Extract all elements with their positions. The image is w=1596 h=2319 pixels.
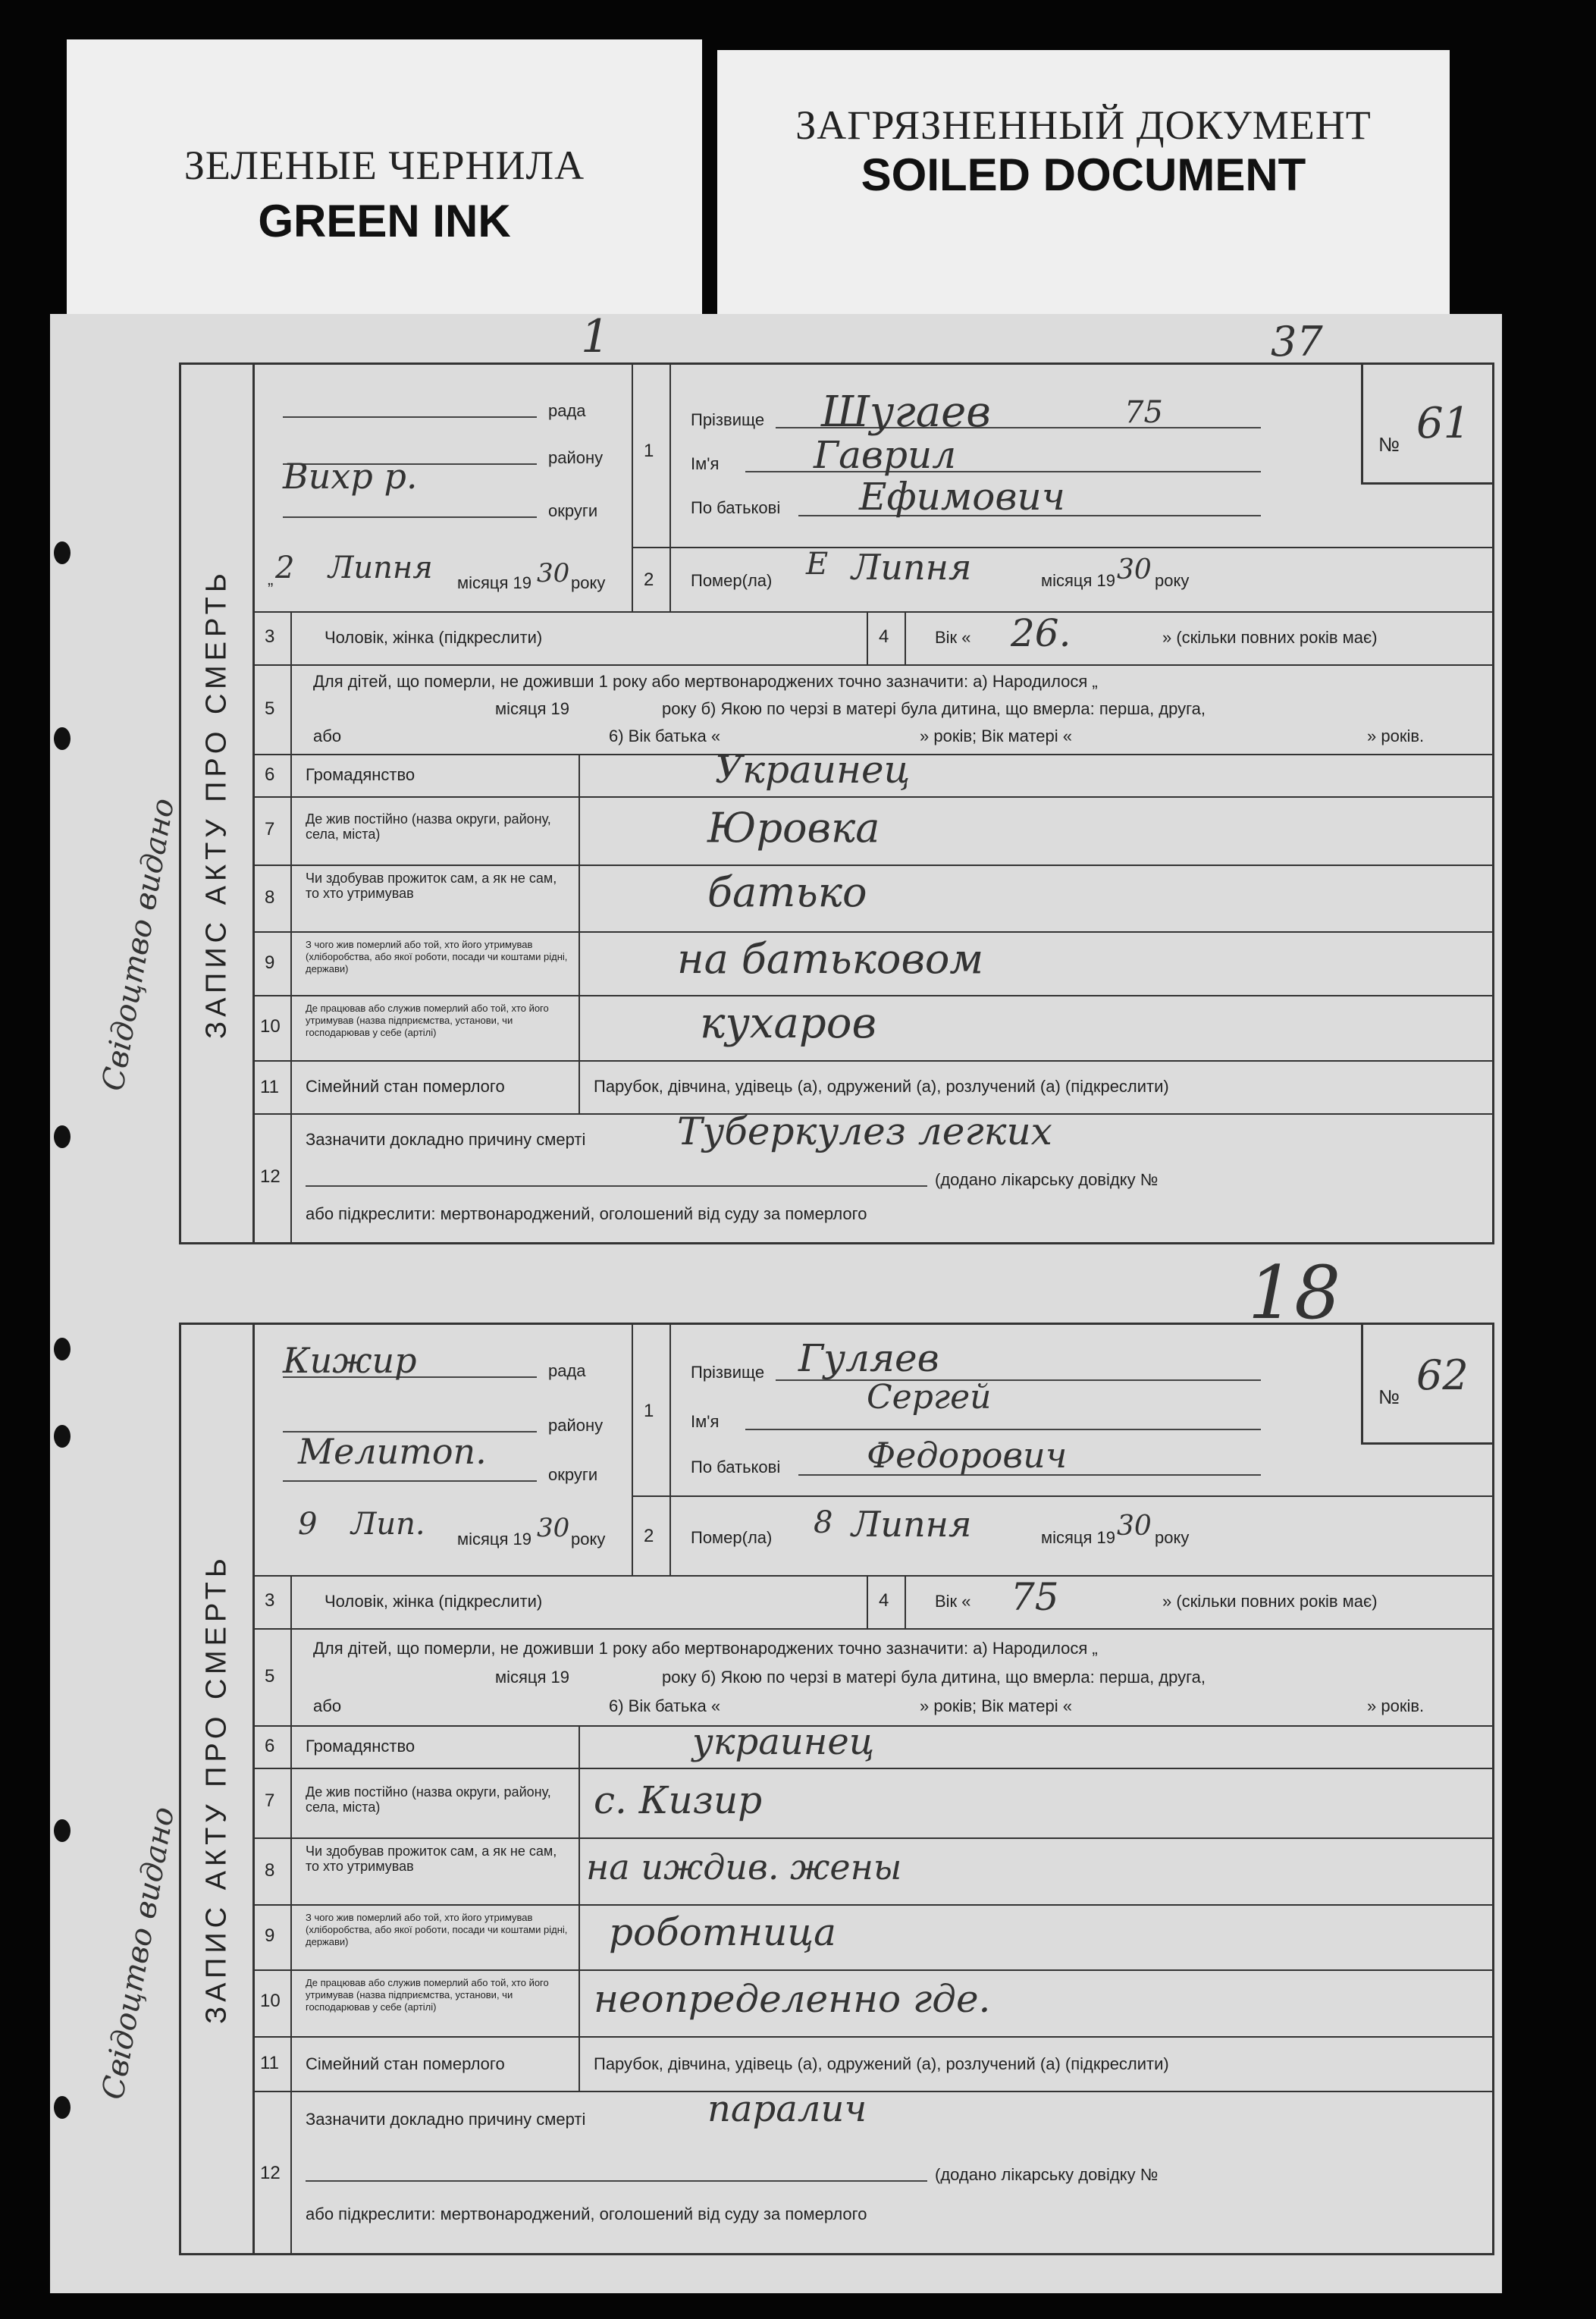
field-num-1: 1 <box>644 1401 654 1421</box>
surname-value: Гуляев <box>798 1336 939 1380</box>
place-handwritten: Кижир <box>283 1340 417 1381</box>
col-divider <box>290 796 292 865</box>
death-day: 8 <box>814 1505 833 1540</box>
col-divider <box>632 1325 633 1575</box>
col-divider <box>579 995 580 1060</box>
soiled-document-label-en: SOILED DOCUMENT <box>861 149 1306 200</box>
col-divider <box>290 611 292 664</box>
death-month-label: місяця 19 <box>1041 571 1116 590</box>
field-num-3: 3 <box>265 1590 275 1611</box>
field-num-7: 7 <box>265 1790 275 1811</box>
page-number: 37 <box>1271 318 1323 366</box>
margin-note-2: Свідоцтво видано <box>96 1804 182 2102</box>
field-num-8: 8 <box>265 887 275 908</box>
row-7 <box>252 796 1492 866</box>
okruhy-line <box>283 1480 537 1482</box>
cause-value: паралич <box>707 2088 867 2130</box>
row-12 <box>252 1109 1492 1242</box>
row-9 <box>252 931 1492 996</box>
record-sidebar <box>181 1325 255 2253</box>
col-divider <box>669 365 671 611</box>
row-5 <box>252 1628 1492 1727</box>
certificate-label: (додано лікарську довідку № <box>935 1170 1159 1189</box>
children-line-3d: » років. <box>1367 1696 1425 1715</box>
stillborn-note: або підкреслити: мертвонароджений, оголошений від суду за померлого <box>306 1204 867 1223</box>
col-divider <box>905 611 906 664</box>
col-divider <box>290 664 292 754</box>
document-sheet <box>50 310 1502 2293</box>
field-num-8: 8 <box>265 1860 275 1881</box>
death-year: 30 <box>1117 1511 1152 1542</box>
field-num-4: 4 <box>879 626 889 647</box>
col-divider <box>632 365 633 611</box>
name-line <box>745 1429 1261 1430</box>
row-3-4 <box>252 611 1492 666</box>
support-label: Чи здобував прожиток сам, а як не сам, то хто утримував <box>306 1844 557 1874</box>
livelihood-value: роботница <box>609 1910 836 1954</box>
marital-label: Сімейний стан померлого <box>306 1077 505 1096</box>
okruhy-label: округи <box>548 501 598 520</box>
green-ink-label-ru: ЗЕЛЕНЫЕ ЧЕРНИЛА <box>183 143 585 188</box>
field-num-1: 1 <box>644 441 654 461</box>
binding-hole <box>54 1425 71 1448</box>
top-number: 1 <box>581 310 610 363</box>
field-num-9: 9 <box>265 952 275 973</box>
children-line-3a: або <box>313 1696 342 1715</box>
number-sign: № <box>1378 433 1400 456</box>
support-label: Чи здобував прожиток сам, а як не сам, то хто утримував <box>306 871 557 901</box>
binding-hole <box>54 1819 71 1842</box>
residence-value: с. Кизир <box>594 1778 763 1822</box>
field-num-5: 5 <box>265 1666 275 1687</box>
children-line-1: Для дітей, що померли, не доживши 1 року або мертвонароджених точно зазначити: а) Народилося „ <box>313 672 1098 691</box>
header-block <box>252 1325 1492 1577</box>
children-line-2a: місяця 19 <box>495 1668 570 1687</box>
reg-day: 2 <box>275 551 295 585</box>
district-handwritten: Мелитоп. <box>298 1431 487 1472</box>
col-divider <box>290 1060 292 1113</box>
split-line <box>632 1495 1492 1497</box>
residence-value: Юровка <box>707 804 880 852</box>
death-record-61 <box>179 362 1494 1244</box>
row-10 <box>252 995 1492 1062</box>
col-divider <box>579 1060 580 1113</box>
col-divider <box>290 1904 292 1969</box>
workplace-label: Де працював або служив померлий або той, хто його утримував (назва підприємства, установи, чи господарював у себе (артілі) <box>306 1003 549 1038</box>
cause-label: Зазначити докладно причину смерті <box>306 1130 586 1149</box>
surname-value: Шугаев <box>821 388 991 437</box>
record-mark: 75 <box>1124 395 1163 430</box>
patronymic-label: По батькові <box>691 1458 781 1476</box>
row-8 <box>252 1837 1492 1906</box>
col-divider <box>290 865 292 931</box>
field-num-2: 2 <box>644 1526 654 1546</box>
field-num-12: 12 <box>260 2163 281 2183</box>
support-value: на иждив. жены <box>586 1847 902 1888</box>
death-month-label: місяця 19 <box>1041 1528 1116 1547</box>
reg-year-label: року <box>571 1530 606 1549</box>
livelihood-value: на батьковом <box>677 935 984 983</box>
age-label: Вік « <box>935 628 971 647</box>
record-number-box <box>1361 365 1492 485</box>
death-label: Помер(ла) <box>691 1528 773 1547</box>
soiled-document-label <box>717 50 1450 338</box>
okruhy-line <box>283 516 537 518</box>
row-3-4 <box>252 1575 1492 1630</box>
col-divider <box>290 2091 292 2254</box>
name-value: Сергей <box>867 1378 992 1417</box>
col-divider <box>579 2036 580 2091</box>
row-11 <box>252 1060 1492 1115</box>
children-line-1: Для дітей, що померли, не доживши 1 року або мертвонароджених точно зазначити: а) Народилося „ <box>313 1639 1098 1658</box>
col-divider <box>290 931 292 995</box>
field-num-11: 11 <box>260 1077 279 1097</box>
name-value: Гаврил <box>814 433 957 477</box>
field-num-7: 7 <box>265 819 275 839</box>
mid-number: 18 <box>1248 1251 1341 1335</box>
death-month: Липня <box>851 547 972 588</box>
green-ink-label <box>67 39 702 343</box>
col-divider <box>290 1768 292 1837</box>
record-number-box <box>1361 1325 1492 1445</box>
col-divider <box>905 1575 906 1628</box>
field-num-2: 2 <box>644 570 654 590</box>
cause-label: Зазначити докладно причину смерті <box>306 2110 586 2129</box>
children-line-3a: або <box>313 726 342 745</box>
reg-month-label: місяця 19 <box>457 573 532 592</box>
support-value: батько <box>707 868 867 916</box>
col-divider <box>579 1768 580 1837</box>
col-divider <box>867 1575 868 1628</box>
children-line-2b: року б) Якою по черзі в матері була дитина, що вмерла: перша, друга, <box>662 699 1206 718</box>
okruhy-label: округи <box>548 1465 598 1484</box>
death-year-label: року <box>1155 1528 1190 1547</box>
citizenship-label: Громадянство <box>306 1737 415 1756</box>
livelihood-label: З чого жив померлий або той, хто його утримував (хліборобства, або якої роботи, посади чи коштами рідні, держави) <box>306 1912 568 1947</box>
patronymic-label: По батькові <box>691 498 781 517</box>
field-num-11: 11 <box>260 2053 279 2073</box>
col-divider <box>290 1575 292 1628</box>
reg-day: 9 <box>298 1507 318 1542</box>
col-divider <box>290 995 292 1060</box>
place-handwritten: Вихр р. <box>283 456 418 497</box>
stillborn-note: або підкреслити: мертвонароджений, оголошений від суду за померлого <box>306 2204 867 2223</box>
age-suffix: » (скільки повних років має) <box>1162 628 1378 647</box>
field-num-10: 10 <box>260 1016 281 1037</box>
col-divider <box>290 1113 292 1242</box>
patronymic-value: Ефимович <box>859 475 1065 519</box>
death-label: Помер(ла) <box>691 571 773 590</box>
col-divider <box>867 611 868 664</box>
col-divider <box>290 1969 292 2036</box>
marital-label: Сімейний стан померлого <box>306 2054 505 2073</box>
children-line-2b: року б) Якою по черзі в матері була дитина, що вмерла: перша, друга, <box>662 1668 1206 1687</box>
children-line-3b: 6) Вік батька « <box>609 1696 721 1715</box>
reg-year: 30 <box>537 558 570 588</box>
cause-line <box>306 1185 927 1187</box>
field-num-5: 5 <box>265 698 275 719</box>
field-num-4: 4 <box>879 1590 889 1611</box>
field-num-10: 10 <box>260 1991 281 2011</box>
name-label: Ім'я <box>691 454 720 473</box>
col-divider <box>290 2036 292 2091</box>
row-9 <box>252 1904 1492 1971</box>
record-side-title: ЗАПИС АКТУ ПРО СМЕРТЬ <box>200 1554 233 2024</box>
death-day: Е <box>806 547 829 582</box>
row-5 <box>252 664 1492 755</box>
surname-label: Прізвище <box>691 410 765 429</box>
death-year-label: року <box>1155 571 1190 590</box>
certificate-label: (додано лікарську довідку № <box>935 2165 1159 2184</box>
col-divider <box>579 1969 580 2036</box>
binding-hole <box>54 727 71 750</box>
binding-hole <box>54 1125 71 1148</box>
raionu-label: району <box>548 1416 604 1435</box>
col-divider <box>290 1725 292 1768</box>
col-divider <box>669 1325 671 1575</box>
binding-hole <box>54 1338 71 1360</box>
age-label: Вік « <box>935 1592 971 1611</box>
age-value: 26. <box>1011 611 1071 655</box>
row-6 <box>252 1721 1492 1769</box>
patronymic-value: Федорович <box>867 1435 1068 1476</box>
residence-label: Де жив постійно (назва округи, району, села, міста) <box>306 1784 551 1815</box>
cause-line <box>306 2180 927 2182</box>
col-divider <box>290 1628 292 1725</box>
workplace-value: кухаров <box>700 999 877 1048</box>
age-suffix: » (скільки повних років має) <box>1162 1592 1378 1611</box>
field-num-12: 12 <box>260 1166 281 1187</box>
marital-options: Парубок, дівчина, удівець (а), одружений (а), розлучений (а) (підкреслити) <box>594 2054 1169 2073</box>
row-10 <box>252 1969 1492 2038</box>
children-line-3d: » років. <box>1367 726 1425 745</box>
citizenship-value: Украинец <box>715 748 911 792</box>
children-line-2a: місяця 19 <box>495 699 570 718</box>
sex-label: Чоловік, жінка (підкреслити) <box>325 628 543 647</box>
citizenship-value: украинец <box>692 1721 875 1763</box>
reg-month-label: місяця 19 <box>457 1530 532 1549</box>
row-8 <box>252 865 1492 933</box>
col-divider <box>579 1725 580 1768</box>
death-month: Липня <box>851 1504 972 1545</box>
field-num-6: 6 <box>265 764 275 785</box>
reg-month: Лип. <box>351 1507 425 1542</box>
citizenship-label: Громадянство <box>306 765 415 784</box>
reg-month: Липня <box>328 551 433 585</box>
children-line-3b: 6) Вік батька « <box>609 726 721 745</box>
children-line-3c: » років; Вік матері « <box>920 726 1072 745</box>
record-side-title: ЗАПИС АКТУ ПРО СМЕРТЬ <box>200 568 233 1039</box>
marital-options: Парубок, дівчина, удівець (а), одружений (а), розлучений (а) (підкреслити) <box>594 1077 1169 1096</box>
raionu-label: району <box>548 448 604 467</box>
surname-label: Прізвище <box>691 1363 765 1382</box>
col-divider <box>290 1837 292 1904</box>
col-divider <box>579 931 580 995</box>
death-year: 30 <box>1117 554 1152 585</box>
col-divider <box>290 754 292 796</box>
binding-hole <box>54 2096 71 2119</box>
death-record-62 <box>179 1323 1494 2255</box>
record-number: 62 <box>1416 1351 1469 1399</box>
sex-label: Чоловік, жінка (підкреслити) <box>325 1592 543 1611</box>
field-num-3: 3 <box>265 626 275 647</box>
residence-label: Де жив постійно (назва округи, району, села, міста) <box>306 811 551 842</box>
number-sign: № <box>1378 1385 1400 1408</box>
col-divider <box>579 796 580 865</box>
col-divider <box>579 865 580 931</box>
name-label: Ім'я <box>691 1412 720 1431</box>
rada-label: рада <box>548 401 586 420</box>
margin-note-1: Свідоцтво видано <box>96 795 182 1094</box>
reg-day-open: „ <box>268 570 274 588</box>
rada-line <box>283 416 537 418</box>
reg-year-label: року <box>571 573 606 592</box>
col-divider <box>579 754 580 796</box>
split-line <box>632 547 1492 548</box>
livelihood-label: З чого жив померлий або той, хто його утримував (хліборобства, або якої роботи, посади чи коштами рідні, держави) <box>306 939 568 974</box>
field-num-9: 9 <box>265 1925 275 1946</box>
col-divider <box>579 1837 580 1904</box>
header-block <box>252 365 1492 613</box>
reg-year: 30 <box>537 1513 570 1543</box>
cause-value: Туберкулез легких <box>677 1109 1052 1153</box>
green-ink-label-en: GREEN INK <box>258 196 511 246</box>
rada-label: рада <box>548 1361 586 1380</box>
row-12 <box>252 2088 1492 2254</box>
row-7 <box>252 1768 1492 1839</box>
age-value: 75 <box>1011 1575 1059 1619</box>
field-num-6: 6 <box>265 1736 275 1756</box>
children-line-3c: » років; Вік матері « <box>920 1696 1072 1715</box>
record-number: 61 <box>1416 399 1471 448</box>
col-divider <box>579 1904 580 1969</box>
workplace-label: Де працював або служив померлий або той, хто його утримував (назва підприємства, установи, чи господарював у себе (артілі) <box>306 1977 549 2013</box>
row-11 <box>252 2036 1492 2092</box>
soiled-document-label-ru: ЗАГРЯЗНЕННЫЙ ДОКУМЕНТ <box>795 102 1372 148</box>
row-6 <box>252 748 1492 798</box>
workplace-value: неопределенно где. <box>594 1977 991 2021</box>
binding-hole <box>54 541 71 564</box>
record-sidebar <box>181 365 255 1242</box>
